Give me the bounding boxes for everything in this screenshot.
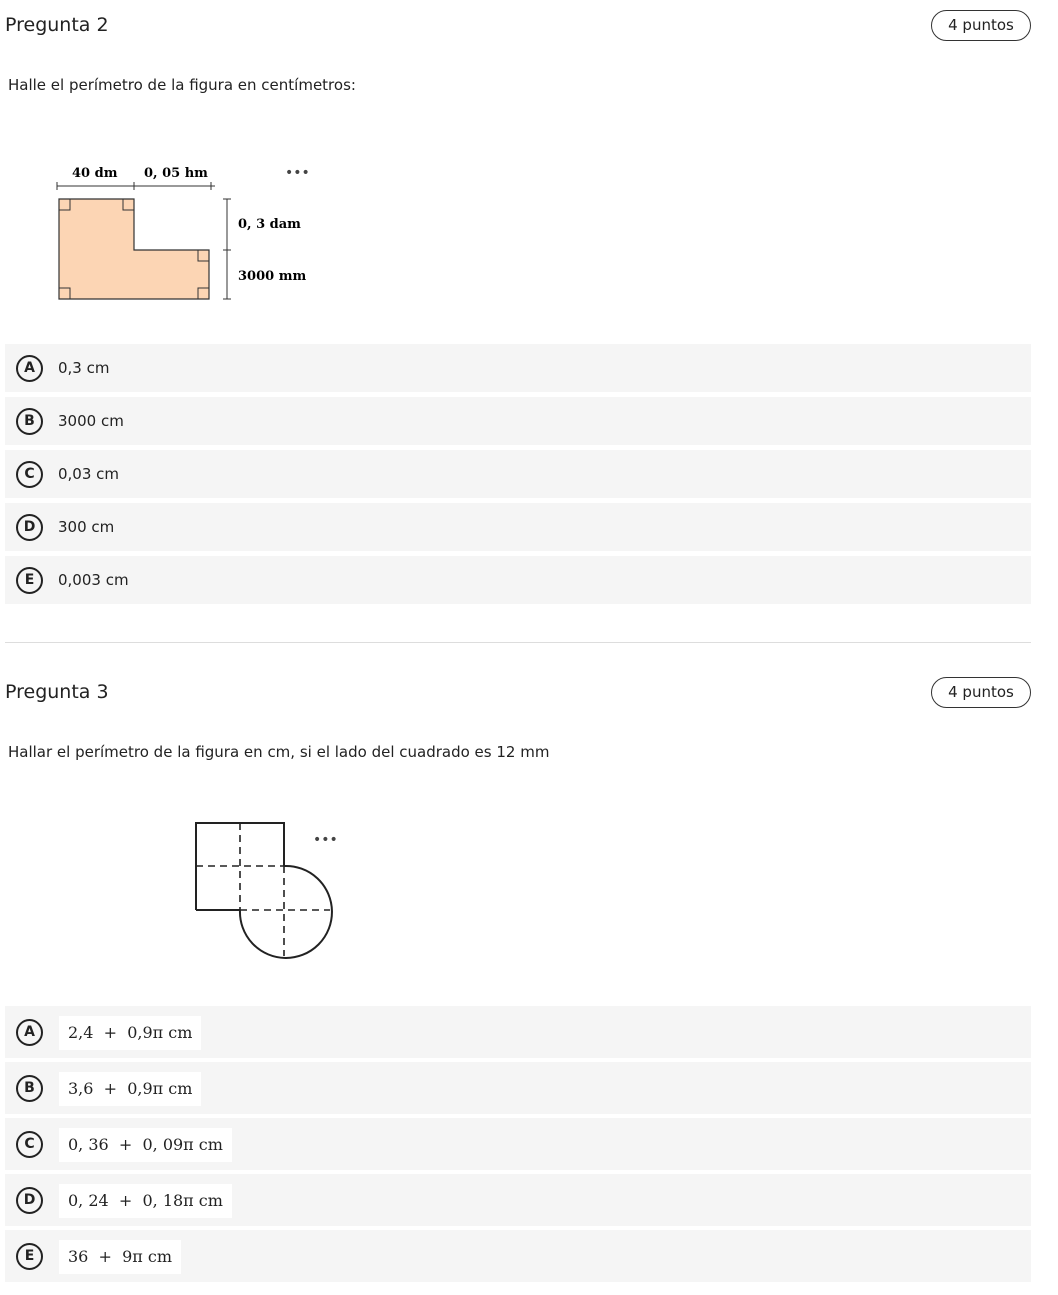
figure-label-03dam: 0, 3 dam bbox=[238, 217, 301, 232]
q3-option-e[interactable] bbox=[5, 1230, 1031, 1282]
question-2-points-badge: 4 puntos bbox=[931, 10, 1031, 41]
q2-option-a[interactable] bbox=[5, 344, 1031, 392]
option-letter: A bbox=[16, 1019, 43, 1046]
question-2-prompt: Halle el perímetro de la figura en centímetros: bbox=[8, 76, 356, 94]
option-letter: D bbox=[16, 1187, 43, 1214]
option-letter: B bbox=[16, 1075, 43, 1102]
q2-option-c[interactable] bbox=[5, 450, 1031, 498]
option-formula: 3,6 + 0,9π cm bbox=[59, 1072, 201, 1106]
option-text: 3000 cm bbox=[58, 412, 124, 430]
figure-label-005hm: 0, 05 hm bbox=[144, 166, 208, 181]
option-text: 0,03 cm bbox=[58, 465, 120, 483]
option-formula: 2,4 + 0,9π cm bbox=[59, 1016, 201, 1050]
option-formula: 36 + 9π cm bbox=[59, 1240, 181, 1274]
q3-option-a[interactable] bbox=[5, 1006, 1031, 1058]
option-letter: A bbox=[16, 355, 43, 382]
q2-option-d[interactable] bbox=[5, 503, 1031, 551]
q2-option-b[interactable] bbox=[5, 397, 1031, 445]
question-3-points-badge: 4 puntos bbox=[931, 677, 1031, 708]
option-letter: E bbox=[16, 567, 43, 594]
q3-option-b[interactable] bbox=[5, 1062, 1031, 1114]
option-formula: 0, 24 + 0, 18π cm bbox=[59, 1184, 232, 1218]
question-2-figure bbox=[45, 155, 315, 310]
option-text: 0,003 cm bbox=[58, 571, 129, 589]
question-3-prompt: Hallar el perímetro de la figura en cm, si el lado del cuadrado es 12 mm bbox=[8, 743, 550, 761]
option-letter: E bbox=[16, 1243, 43, 1270]
question-2-title: Pregunta 2 bbox=[5, 14, 109, 36]
figure-label-40dm: 40 dm bbox=[72, 166, 118, 181]
option-letter: D bbox=[16, 514, 43, 541]
option-letter: C bbox=[16, 1131, 43, 1158]
question-2-more-icon[interactable]: ••• bbox=[285, 165, 310, 181]
option-letter: C bbox=[16, 461, 43, 488]
question-3-title: Pregunta 3 bbox=[5, 681, 109, 703]
option-formula: 0, 36 + 0, 09π cm bbox=[59, 1128, 232, 1162]
l-shape bbox=[59, 199, 209, 299]
question-3-more-icon[interactable]: ••• bbox=[313, 832, 338, 848]
option-text: 300 cm bbox=[58, 518, 115, 536]
option-letter: B bbox=[16, 408, 43, 435]
option-text: 0,3 cm bbox=[58, 359, 110, 377]
q3-option-d[interactable] bbox=[5, 1174, 1031, 1226]
question-divider bbox=[5, 642, 1031, 643]
figure-label-3000mm: 3000 mm bbox=[238, 269, 307, 284]
q2-option-e[interactable] bbox=[5, 556, 1031, 604]
q3-option-c[interactable] bbox=[5, 1118, 1031, 1170]
